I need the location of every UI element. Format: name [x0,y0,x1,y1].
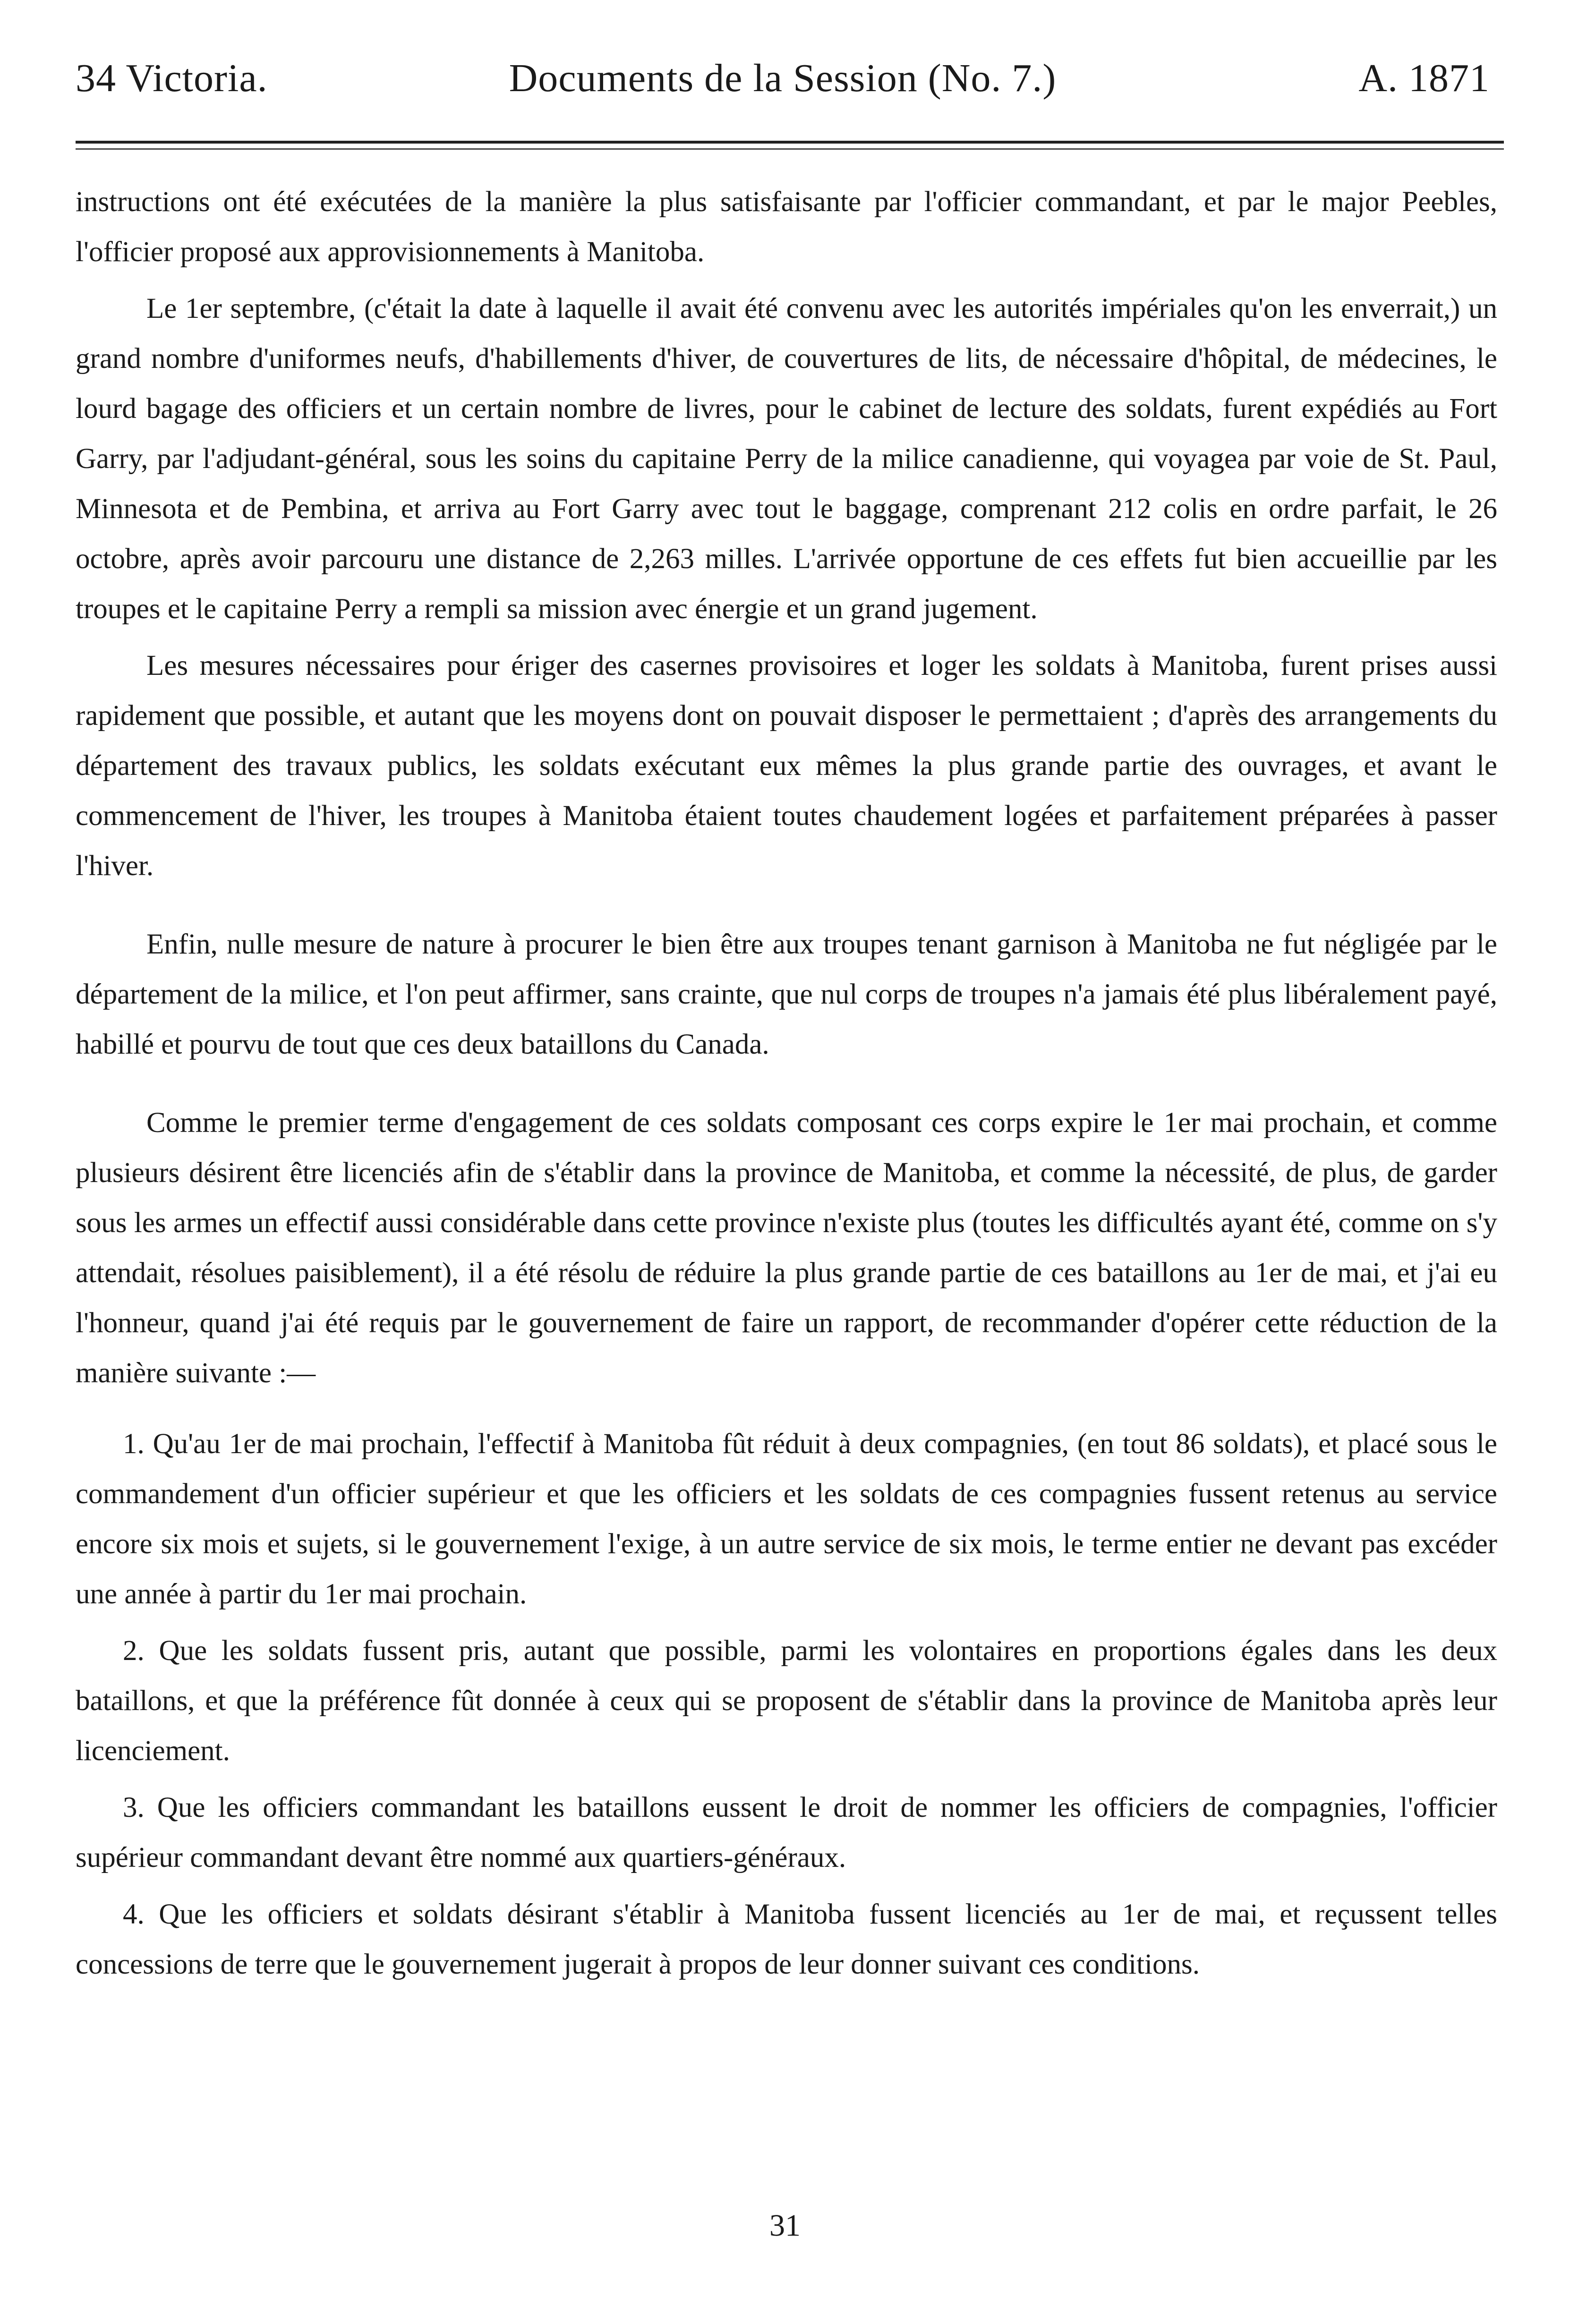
paragraph-shipment: Le 1er septembre, (c'était la date à laquelle il avait été convenu avec les autorités impériales qu'on les enverrait,) un grand nombre d'uniformes neufs, d'habillements d'hiver, de couvertures de lits, de nécessaire d'hôpital, de médecines, le lourd bagage des officiers et un certain nombre de livres, pour le cabinet de lecture des soldats, furent expédiés au Fort Garry, par l'adjudant-général, sous les soins du capitaine Perry de la milice canadienne, qui voyagea par voie de St. Paul, Minnesota et de Pembina, et arriva au Fort Garry avec tout le baggage, comprenant 212 colis en ordre parfait, le 26 octobre, après avoir parcouru une distance de 2,263 milles. L'arrivée opportune de ces effets fut bien accueillie par les troupes et le capitaine Perry a rempli sa mission avec énergie et un grand jugement. [76,293,1497,625]
list-item-2: 2. Que les soldats fussent pris, autant que possible, parmi les volontaires en proportions égales dans les deux bataillons, et que la préférence fût donnée à ceux qui se proposent de s'établir dans la province de Manitoba après leur licenciement. [76,1635,1497,1767]
header-volume: 34 Victoria. [76,56,268,100]
list-item-1: 1. Qu'au 1er de mai prochain, l'effectif à Manitoba fût réduit à deux compagnies, (en tout 86 soldats), et placé sous le commandement d'un officier supérieur et que les officiers et les soldats de ces compagnies fussent retenus au service encore six mois et sujets, si le gouvernement l'exige, à un autre service de six mois, le terme entier ne devant pas excéder une année à partir du 1er mai prochain. [76,1428,1497,1610]
paragraph-reduction: Comme le premier terme d'engagement de ces soldats composant ces corps expire le 1er mai prochain, et comme plusieurs désirent être licenciés afin de s'établir dans la province de Manitoba, et comme la nécessité, de plus, de garder sous les armes un effectif aussi considérable dans cette province n'existe plus (toutes les difficultés ayant été, comme on s'y attendait, résolues paisiblement), il a été résolu de réduire la plus grande partie de ces bataillons au 1er de mai, et j'ai eu l'honneur, quand j'ai été requis par le gouvernement de faire un rapport, de recommander d'opérer cette réduction de la manière suivante :— [76,1107,1497,1389]
paragraph-continuation: instructions ont été exécutées de la manière la plus satisfaisante par l'officier commandant, et par le major Peebles, l'officier proposé aux approvisionnements à Manitoba. [76,186,1497,268]
list-item-3: 3. Que les officiers commandant les bataillons eussent le droit de nommer les officiers de compagnies, l'officier supérieur commandant devant être nommé aux quartiers-généraux. [76,1792,1497,1873]
header-title: Documents de la Session (No. 7.) [509,56,1057,100]
list-item-4: 4. Que les officiers et soldats désirant s'établir à Manitoba fussent licenciés au 1er de mai, et reçussent telles concessions de terre que le gouvernement jugerait à propos de leur donner suivant ces conditions. [76,1898,1497,1980]
page-body [76,177,1497,1990]
paragraph-welfare: Enfin, nulle mesure de nature à procurer le bien être aux troupes tenant garnison à Manitoba ne fut négligée par le département de la milice, et l'on peut affirmer, sans crainte, que nul corps de troupes n'a jamais été plus libéralement payé, habillé et pourvu de tout que ces deux bataillons du Canada. [76,928,1497,1060]
header-year: A. 1871 [1358,56,1490,100]
running-header [76,43,1490,113]
header-rule-thick [76,141,1504,144]
page-number: 31 [769,2208,801,2243]
header-rule-thin [76,148,1504,150]
paragraph-barracks: Les mesures nécessaires pour ériger des casernes provisoires et loger les soldats à Manitoba, furent prises aussi rapidement que possible, et autant que les moyens dont on pouvait disposer le permettaient ; d'après des arrangements du département des travaux publics, les soldats exécutant eux mêmes la plus grande partie des ouvrages, et avant le commencement de l'hiver, les troupes à Manitoba étaient toutes chaudement logées et parfaitement préparées à passer l'hiver. [76,650,1497,882]
